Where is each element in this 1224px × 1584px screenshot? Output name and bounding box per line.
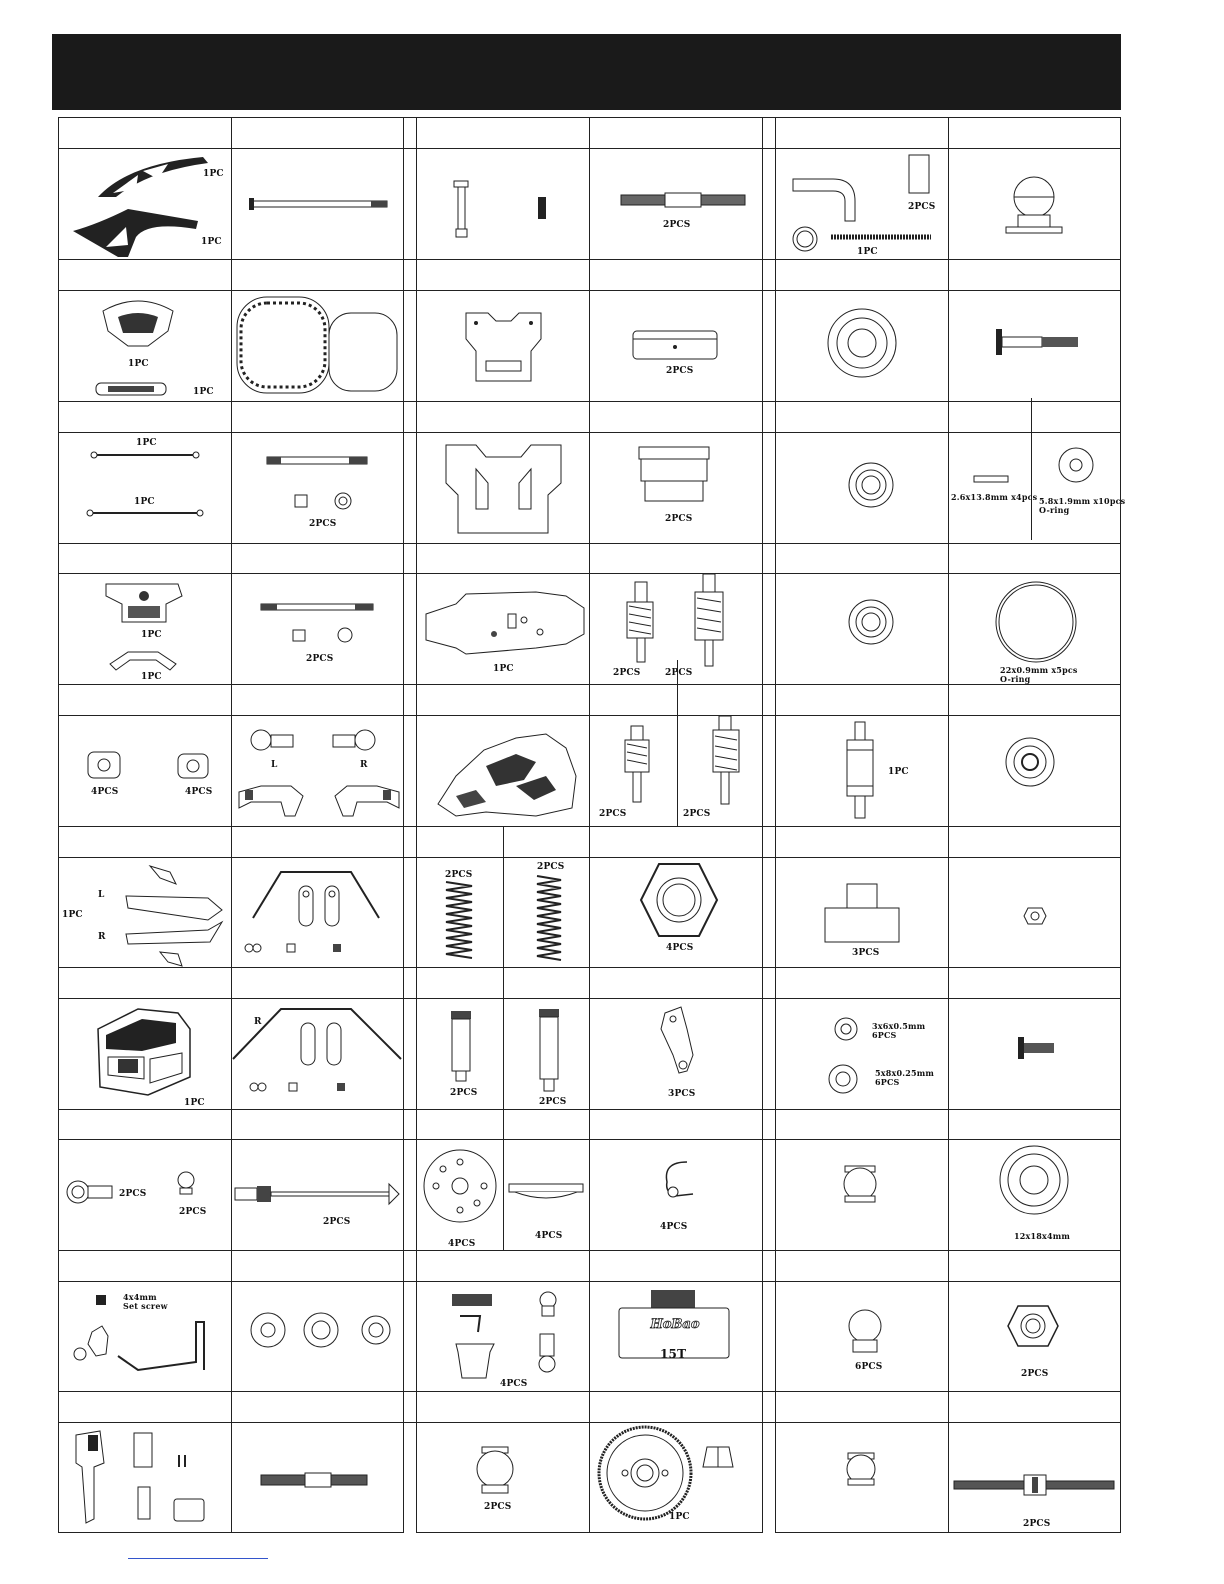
qty-label: 2PCS (599, 809, 627, 819)
footer-link-underline[interactable] (128, 1558, 268, 1559)
part-shock-assembly-pair (589, 574, 775, 684)
part-flywheel (948, 716, 1121, 826)
shock-tower-illustration (416, 291, 589, 401)
qty-label: 1PC (857, 247, 878, 257)
part-mount-pads (58, 716, 231, 826)
qty-label: 1PC (134, 497, 155, 507)
part-axle-with-nuts-2 (231, 574, 404, 684)
screw-icon (948, 999, 1121, 1109)
pivot-ball-icon (775, 1423, 948, 1533)
spec-label: O-ring (1039, 505, 1070, 515)
qty-label: 4PCS (660, 1222, 688, 1232)
drive-shaft-icon (231, 1140, 404, 1250)
mount-pad-icon (58, 716, 231, 826)
spec-label: 6PCS (872, 1030, 897, 1040)
flywheel-icon (948, 716, 1121, 826)
part-tools-and-set-screw (58, 1282, 231, 1392)
steering-illustration (58, 574, 231, 684)
qty-label: 1PC (141, 630, 162, 640)
hinge-pin-icon (231, 149, 404, 259)
qty-label: 2PCS (665, 514, 693, 524)
part-ball-joint (416, 1423, 589, 1533)
part-threaded-rod (948, 1423, 1121, 1533)
part-bearing-large (775, 291, 948, 401)
part-shock-body-long (503, 999, 589, 1109)
ball-joint-icon (416, 1423, 589, 1533)
qty-label: 2PCS (665, 668, 693, 678)
sway-bar-icon (231, 858, 404, 968)
ball-end-icon (775, 1282, 948, 1392)
qty-label: 2PCS (119, 1189, 147, 1199)
part-shock-tower-front (416, 291, 589, 401)
spec-label: 6PCS (875, 1077, 900, 1087)
spec-label: 12x18x4mm (1014, 1231, 1071, 1241)
part-shock-spring-long (503, 858, 589, 968)
qty-label: 2PCS (450, 1088, 478, 1098)
part-pivot-ball (775, 1140, 948, 1250)
qty-label: 1PC (136, 438, 157, 448)
qty-label: 2PCS (1021, 1369, 1049, 1379)
part-shock-spring-short (416, 858, 503, 968)
part-fuel-filter (775, 716, 948, 826)
part-shock-assembly-pair-2 (589, 716, 775, 826)
spec-label: 3x6x0.5mm (872, 1021, 926, 1031)
tooth-count-label: 15T (660, 1347, 687, 1361)
lock-nut-icon (948, 858, 1121, 968)
qty-label: 1PC (193, 387, 214, 397)
servo-mount-illustration (58, 1423, 231, 1533)
part-rod-end-and-ball (58, 1140, 231, 1250)
part-shock-body-cap (589, 433, 775, 543)
part-ball-end (775, 1282, 948, 1392)
spec-label: 5x8x0.25mm (875, 1068, 935, 1078)
shock-body-icon (503, 999, 589, 1109)
qty-label: 1PC (128, 359, 149, 369)
qty-label: 4PCS (91, 787, 119, 797)
part-shock-cap (589, 291, 775, 401)
side-label: R (360, 760, 368, 770)
turnbuckle-icon (231, 1423, 404, 1533)
spec-label: 5.8x1.9mm x10pcs (1039, 496, 1126, 506)
part-steering-set (58, 574, 231, 684)
part-drive-shaft (231, 1140, 404, 1250)
svg-text:HoBao: HoBao (650, 1317, 700, 1332)
part-sway-bar-rear (231, 999, 404, 1109)
part-shoulder-screw (948, 291, 1121, 401)
part-servo-saver-parts (416, 1282, 589, 1392)
qty-label: 1PC (184, 1098, 205, 1108)
qty-label: 2PCS (539, 1097, 567, 1107)
qty-label: 2PCS (306, 654, 334, 664)
washer-icon (231, 1282, 404, 1392)
part-side-guards (58, 858, 231, 968)
threaded-rod-icon (948, 1423, 1121, 1533)
part-pins-and-orings (948, 433, 1126, 543)
qty-label: 2PCS (484, 1502, 512, 1512)
part-axle-with-nuts (231, 433, 404, 543)
bearing-icon (775, 433, 948, 543)
shock-cap-icon (589, 291, 775, 401)
part-shims (775, 999, 948, 1109)
qty-label: 3PCS (668, 1089, 696, 1099)
part-wing-washer (416, 1140, 503, 1250)
part-turnbuckle-long (231, 1423, 404, 1533)
body-shell-illustration (416, 716, 589, 826)
side-label: R (98, 932, 106, 942)
shim-icon (775, 999, 948, 1109)
shock-body-icon (589, 433, 775, 543)
qty-label: 1PC (493, 664, 514, 674)
qty-label: 2PCS (537, 862, 565, 872)
part-exhaust-pipe-set (775, 149, 948, 259)
pivot-ball-icon (775, 1140, 948, 1250)
tire-icon (231, 291, 404, 401)
qty-label: 2PCS (666, 366, 694, 376)
part-rod-ends-and-hubs (231, 716, 404, 826)
tie-rod-icon (58, 433, 231, 543)
part-washers-three (231, 1282, 404, 1392)
side-label: R (254, 1017, 262, 1027)
part-pivot-pin (416, 149, 589, 259)
part-radio-box (58, 999, 231, 1109)
qty-label: 1PC (62, 910, 83, 920)
spec-label: O-ring (1000, 674, 1031, 684)
qty-label: 2PCS (908, 202, 936, 212)
part-shock-tower-rear (416, 433, 589, 543)
part-body-shell (416, 716, 589, 826)
part-large-oring (948, 574, 1121, 684)
spec-label: 2.6x13.8mm x4pcs (951, 492, 1038, 502)
qty-label: 1PC (888, 767, 909, 777)
part-tire-and-insert (231, 291, 404, 401)
qty-label: 2PCS (683, 809, 711, 819)
spec-label: Set screw (123, 1301, 168, 1311)
part-bumper-set (58, 291, 231, 401)
part-tie-rods (58, 433, 231, 543)
part-turnbuckle (589, 149, 775, 259)
part-chassis-brace-pair (58, 149, 231, 259)
part-pivot-ball-2 (775, 1423, 948, 1533)
ball-stud-icon (948, 149, 1121, 259)
part-steering-arm (589, 999, 775, 1109)
qty-label: 2PCS (1023, 1519, 1051, 1529)
part-main-chassis (416, 574, 589, 684)
part-sway-bar-front (231, 858, 404, 968)
part-lock-nut-small (948, 858, 1121, 968)
part-clutch-bell-15t (589, 1282, 775, 1392)
pivot-pin-icon (416, 149, 589, 259)
qty-label: 4PCS (535, 1231, 563, 1241)
part-servo-mount-parts (58, 1423, 231, 1533)
part-ball-stud (948, 149, 1121, 259)
qty-label: 2PCS (663, 220, 691, 230)
part-body-clip (589, 1140, 775, 1250)
part-bearing-small (775, 574, 948, 684)
part-long-pin (231, 149, 404, 259)
rod-end-icon (231, 716, 404, 826)
qty-label: 4PCS (666, 943, 694, 953)
screw-icon (948, 291, 1121, 401)
side-guard-illustration (58, 858, 231, 968)
radio-box-illustration (58, 999, 231, 1109)
servo-saver-illustration (416, 1282, 589, 1392)
spec-label: 22x0.9mm x5pcs (1000, 665, 1078, 675)
qty-label: 1PC (203, 169, 224, 179)
part-lock-nut-large (948, 1282, 1121, 1392)
qty-label: 3PCS (852, 948, 880, 958)
part-bearing-medium (775, 433, 948, 543)
qty-label: 2PCS (613, 668, 641, 678)
qty-label: 2PCS (323, 1217, 351, 1227)
qty-label: 1PC (141, 672, 162, 682)
part-wheel-nut (589, 858, 775, 968)
fuel-filter-icon (775, 716, 948, 826)
clutch-bell-icon (589, 1282, 775, 1392)
side-label: L (98, 890, 105, 900)
bearing-icon (775, 291, 948, 401)
qty-label: 1PC (201, 237, 222, 247)
part-dish-washer (503, 1140, 589, 1250)
qty-label: 6PCS (855, 1362, 883, 1372)
qty-label: 4PCS (500, 1379, 528, 1389)
axle-icon (231, 574, 404, 684)
header-banner (52, 34, 1121, 110)
shock-tower-illustration (416, 433, 589, 543)
spring-icon (503, 858, 589, 968)
part-button-screw (948, 999, 1121, 1109)
turnbuckle-icon (589, 149, 775, 259)
qty-label: 4PCS (448, 1239, 476, 1249)
bearing-icon (775, 574, 948, 684)
qty-label: 1PC (669, 1512, 690, 1522)
part-spur-gear (589, 1423, 775, 1533)
body-clip-icon (589, 1140, 775, 1250)
part-shock-body-short (416, 999, 503, 1109)
wing-washer-icon (416, 1140, 503, 1250)
sway-bar-icon (231, 999, 404, 1109)
side-label: L (271, 760, 278, 770)
qty-label: 4PCS (185, 787, 213, 797)
pin-oring-icon (948, 433, 1121, 543)
bumper-illustration (58, 291, 231, 401)
qty-label: 2PCS (445, 870, 473, 880)
spec-label: 4x4mm (123, 1292, 157, 1302)
qty-label: 2PCS (179, 1207, 207, 1217)
part-t-block (775, 858, 948, 968)
qty-label: 2PCS (309, 519, 337, 529)
part-bearing-12x18 (948, 1140, 1121, 1250)
